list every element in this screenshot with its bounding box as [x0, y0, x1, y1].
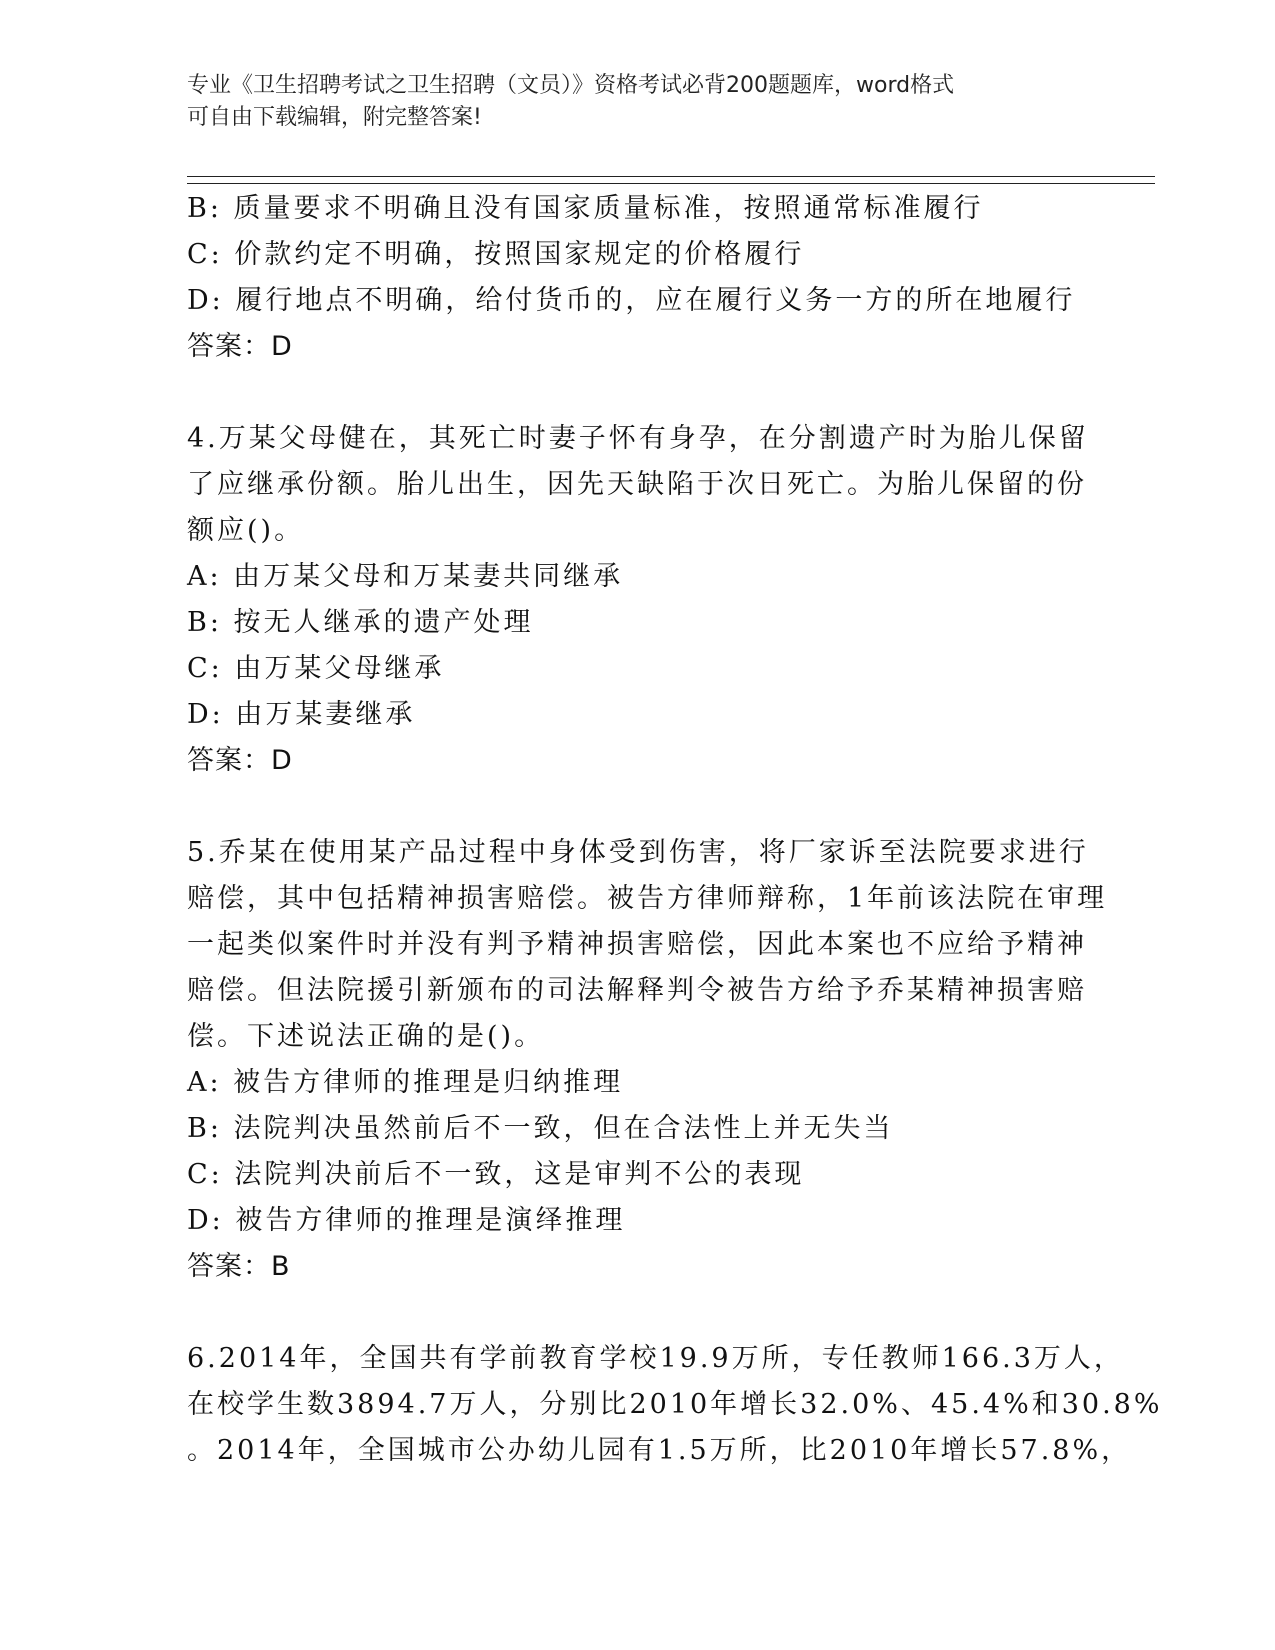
- option-d: D: 履行地点不明确，给付货币的，应在履行义务一方的所在地履行: [187, 285, 1076, 316]
- document-body: [187, 186, 1163, 1474]
- option-a: A: 被告方律师的推理是归纳推理: [187, 1067, 624, 1098]
- option-b: B: 按无人继承的遗产处理: [187, 607, 534, 638]
- header-line-1: 专业《卫生招聘考试之卫生招聘（文员）》资格考试必背200题题库，word格式: [187, 73, 955, 98]
- question-stem-line: 偿。下述说法正确的是()。: [187, 1021, 545, 1052]
- answer: 答案：D: [187, 331, 293, 362]
- option-d: D: 由万某妻继承: [187, 699, 416, 730]
- option-a: A: 由万某父母和万某妻共同继承: [187, 561, 624, 592]
- question-stem-line: 在校学生数3894.7万人，分别比2010年增长32.0%、45.4%和30.8%: [187, 1389, 1163, 1420]
- header-rule-top: [187, 176, 1155, 177]
- question-3-tail: [187, 186, 1087, 370]
- option-c: C: 价款约定不明确，按照国家规定的价格履行: [187, 239, 805, 270]
- option-b: B: 质量要求不明确且没有国家质量标准，按照通常标准履行: [187, 193, 984, 224]
- question-stem-line: 额应()。: [187, 515, 305, 546]
- question-stem-line: 了应继承份额。胎儿出生，因先天缺陷于次日死亡。为胎儿保留的份: [187, 469, 1087, 500]
- question-stem-line: 。2014年，全国城市公办幼儿园有1.5万所，比2010年增长57.8%，: [187, 1435, 1132, 1466]
- question-stem-line: 5.乔某在使用某产品过程中身体受到伤害，将厂家诉至法院要求进行: [187, 837, 1089, 868]
- answer: 答案：D: [187, 745, 293, 776]
- header-rule-bottom: [187, 183, 1155, 184]
- question-stem-line: 6.2014年，全国共有学前教育学校19.9万所，专任教师166.3万人，: [187, 1343, 1124, 1374]
- header-line-2: 可自由下载编辑，附完整答案!: [187, 105, 482, 130]
- document-header: [187, 70, 1087, 134]
- option-b: B: 法院判决虽然前后不一致，但在合法性上并无失当: [187, 1113, 894, 1144]
- question-5: [187, 830, 1108, 1290]
- question-stem-line: 赔偿。但法院援引新颁布的司法解释判令被告方给予乔某精神损害赔: [187, 975, 1087, 1006]
- option-c: C: 由万某父母继承: [187, 653, 445, 684]
- question-stem-line: 赔偿，其中包括精神损害赔偿。被告方律师辩称，1年前该法院在审理: [187, 883, 1108, 914]
- question-stem-line: 一起类似案件时并没有判予精神损害赔偿，因此本案也不应给予精神: [187, 929, 1087, 960]
- question-4: [187, 416, 1087, 784]
- question-stem-line: 4.万某父母健在，其死亡时妻子怀有身孕，在分割遗产时为胎儿保留: [187, 423, 1089, 454]
- option-d: D: 被告方律师的推理是演绎推理: [187, 1205, 626, 1236]
- question-6: [187, 1336, 1163, 1474]
- answer: 答案：B: [187, 1251, 291, 1282]
- option-c: C: 法院判决前后不一致，这是审判不公的表现: [187, 1159, 805, 1190]
